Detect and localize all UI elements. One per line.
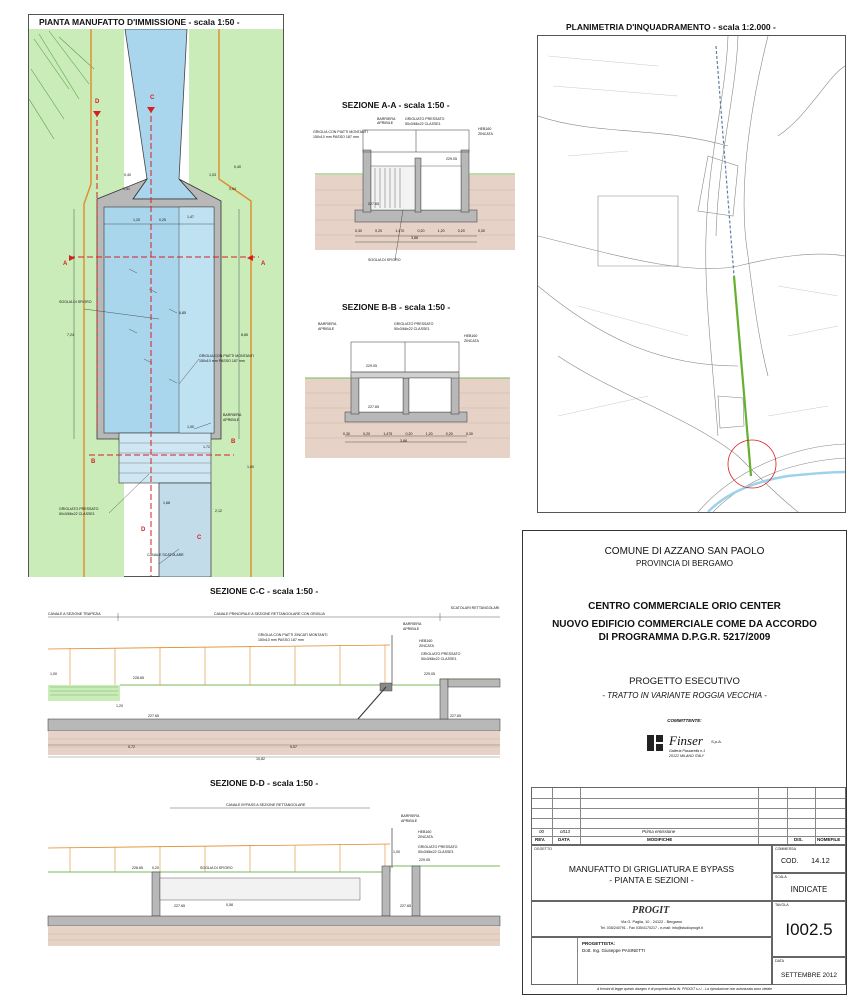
plan-dim: 7,24 — [67, 333, 74, 337]
secA-total: 3,88 — [411, 236, 418, 240]
secA-title: SEZIONE A-A - scala 1:50 - — [342, 100, 450, 110]
plan-dim: 1,68 — [163, 501, 170, 505]
tavola-box — [772, 901, 846, 957]
plan-dim: 0,25 — [159, 218, 166, 222]
site-roads — [538, 36, 845, 512]
client-addr2: 20122 MILANO ITALY — [669, 754, 705, 758]
oggetto-label: OGGETTO — [534, 847, 552, 851]
studio-logo: PROGIT — [632, 905, 670, 916]
secD-label-barriera: BARRIERA — [401, 814, 420, 818]
secC-zone-2: CANALE PRINCIPALE A SEZIONE RETTANGOLARE CON GRIGLIA — [214, 612, 325, 616]
secA-level-bottom: 227.65 — [368, 202, 379, 206]
plan-marker-a-right: A — [261, 261, 266, 267]
tb-comune: COMUNE DI AZZANO SAN PAOLO — [604, 546, 765, 557]
secA-dim: 0,20 — [417, 229, 425, 233]
tb-project1: CENTRO COMMERCIALE ORIO CENTER — [588, 601, 781, 612]
secA-label-grigliato: GRIGLIATO PRESSATO — [405, 117, 445, 121]
secC-zone-3: SCATOLARI RETTANGOLARI — [450, 606, 500, 610]
plan-dim: 8,85 — [241, 333, 248, 337]
secC-dim-b: 9,57 — [290, 745, 297, 749]
grating-area — [119, 433, 211, 483]
plan-dim: 1,41 — [123, 187, 130, 191]
plan-dim: 0,40 — [124, 173, 131, 177]
secA-dim: 0,30 — [355, 229, 362, 233]
plan-label-soglia: SOGLIA DI SFIORO — [59, 300, 92, 304]
secA-dim: 1,20 — [437, 229, 445, 233]
plan-marker-c-bottom: C — [197, 535, 202, 541]
plan-marker-d-bottom: D — [141, 527, 146, 533]
progettista-box — [531, 937, 772, 985]
title-block — [522, 530, 847, 995]
client-logo — [647, 731, 757, 765]
secB-dim: 0,30 — [343, 432, 350, 436]
secB-dim: 1,20 — [425, 432, 433, 436]
studio-addr2: Tel. 035/240791 - Fax 035/4170217 - e-mail: info@studioprogit.it — [600, 926, 703, 930]
plan-label-grigliato-sub: 50x3/66x22 CLASSE1 — [59, 512, 95, 516]
rev-h-data: DATA — [558, 837, 570, 842]
tavola-label: TAVOLA — [775, 903, 789, 907]
secB-dim: 1,475 — [383, 432, 393, 436]
secC-dim-h1: 1,00 — [50, 672, 57, 676]
secC-label-griglia: GRIGLIA CON PIATTI ZINCATI MONTANTI — [258, 633, 328, 637]
plan-dim: 0,54 — [229, 187, 236, 191]
oggetto-line2: - PIANTA E SEZIONI - — [609, 875, 694, 885]
plan-dim: 1,00 — [247, 465, 254, 469]
plan-dim: 2,12 — [215, 509, 222, 513]
rev-desc: Prima emissione — [642, 829, 676, 834]
tb-project2: NUOVO EDIFICIO COMMERCIALE COME DA ACCORDO — [552, 619, 817, 630]
progettista-label: PROGETTISTA: — [582, 941, 616, 946]
secD-level-l1: 228.65 — [132, 866, 143, 870]
plan-marker-b-right: B — [231, 439, 236, 445]
secD-title: SEZIONE D-D - scala 1:50 - — [210, 778, 319, 788]
secA-dim: 0,20 — [375, 229, 383, 233]
secB-level-top: 229.05 — [366, 364, 377, 368]
secC-zone-1: CANALE A SEZIONE TRAPEZIA — [48, 612, 101, 616]
secC-label-griglia-sub: 150x10 mm PASSO 187 mm — [258, 638, 304, 642]
rev-h-dis: DIS. — [794, 837, 803, 842]
plan-dim: 1,00 — [187, 425, 194, 429]
secB-title: SEZIONE B-B - scala 1:50 - — [342, 302, 451, 312]
secA-dim: 0,30 — [477, 229, 485, 233]
secA-dims — [355, 229, 485, 233]
client-logo-icon — [647, 735, 663, 751]
secD-level-l2: 229.05 — [419, 858, 430, 862]
rev-h-modifiche: MODIFICHE — [647, 837, 673, 842]
site-route-dashed — [716, 46, 734, 276]
rev-h-rev: REV. — [535, 837, 546, 842]
rev-date: ott13 — [560, 829, 571, 834]
secB-drawing — [305, 318, 510, 463]
secA-label-griglia: GRIGLIA CON PIATTI MONTANTI — [313, 130, 368, 134]
tb-provincia: PROVINCIA DI BERGAMO — [636, 559, 733, 568]
studio-box — [531, 901, 772, 937]
plan-dim: 1,20 — [133, 218, 140, 222]
secD-label-grigliato-sub: 50x3/66x22 CLASSE1 — [418, 850, 454, 854]
plan-dim: 1,72 — [203, 445, 210, 449]
secC-dim-total: 10,82 — [256, 757, 265, 761]
tb-footer: A termini di legge questo disegno è di proprietà della IN. PROGIT s.r.l. - La riproduzione non autorizzata sono vietate — [596, 987, 773, 991]
secB-dim: 0,20 — [363, 432, 371, 436]
secC-level-l3: 227.65 — [148, 714, 159, 718]
oggetto-box — [531, 845, 772, 901]
plan-marker-c: C — [150, 95, 155, 101]
secB-dim: 0,30 — [465, 432, 473, 436]
plan-label-barriera-sub: APRIBILE — [223, 418, 240, 422]
secA-label-griglia-sub: 150x10 mm PASSO 187 mm — [313, 135, 359, 139]
secC-label-grigliato-sub: 50x3/66x22 CLASSE1 — [421, 657, 457, 661]
client-addr1: Galleria Passarella n.1 — [669, 749, 706, 753]
secD-label-soglia: SOGLIA DI SFIORO — [200, 866, 233, 870]
secB-label-grigliato: GRIGLIATO PRESSATO — [394, 322, 434, 326]
plan-dim: 0,40 — [234, 165, 241, 169]
client-suffix: S.p.A. — [711, 739, 722, 744]
secA-level-top: 229.05 — [446, 157, 457, 161]
plan-label-barriera: BARRIERA — [223, 413, 242, 417]
secA-label-heb: HEB160 — [478, 127, 492, 131]
plan-label-canale: CANALE SCATOLARE — [147, 553, 184, 557]
secD-label-barriera-sub: APRIBILE — [401, 819, 418, 823]
secA-label-grigliato-sub: 50x3/66x22 CLASSE1 — [405, 122, 441, 126]
secD-label-heb-sub: ZINCATA — [418, 835, 433, 839]
secD-dim-c: 1,00 — [393, 850, 400, 854]
secA-label-barriera-sub: APRIBILE — [377, 121, 394, 125]
site-location-circle — [728, 440, 776, 488]
secC-label-grigliato: GRIGLIATO PRESSATO — [421, 652, 461, 656]
secD-label-heb: HEB160 — [418, 830, 432, 834]
secA-dim: 1,470 — [395, 229, 405, 233]
secB-label-barriera: BARRIERA — [318, 322, 337, 326]
plan-dim: 1,47 — [187, 215, 194, 219]
data-value: SETTEMBRE 2012 — [781, 972, 837, 979]
tb-phase: PROGETTO ESECUTIVO — [629, 676, 740, 687]
data-label: DATA — [775, 959, 785, 963]
site-map — [538, 36, 845, 512]
secC-level-l2: 229.05 — [424, 672, 435, 676]
plan-marker-b-left: B — [91, 459, 96, 465]
cod-label: COD. — [781, 858, 799, 865]
secC-dim-a: 0,72 — [128, 745, 135, 749]
site-fields — [548, 56, 838, 416]
secD-drawing — [40, 800, 510, 950]
plan-dim: 6,85 — [179, 311, 186, 315]
bypass-channel — [179, 207, 214, 433]
plan-marker-a-left: A — [63, 261, 68, 267]
oggetto-line1: MANUFATTO DI GRIGLIATURA E BYPASS — [568, 864, 735, 874]
plan-dim: 1,03 — [209, 173, 216, 177]
commessa-box — [772, 845, 846, 873]
secC-title: SEZIONE C-C - scala 1:50 - — [210, 586, 319, 596]
secD-level-l3: 227.65 — [174, 904, 185, 908]
tb-tratto: - TRATTO IN VARIANTE ROGGIA VECCHIA - — [602, 691, 767, 700]
rev-h-nomefile: NOMEFILE — [817, 837, 841, 842]
channel-upstream — [125, 29, 197, 199]
secD-label-grigliato: GRIGLIATO PRESSATO — [418, 845, 458, 849]
site-panel — [537, 35, 846, 513]
cod-value: 14.12 — [811, 856, 830, 865]
secC-level-l1: 228.65 — [133, 676, 144, 680]
secB-label-grigliato-sub: 50x3/66x22 CLASSE1 — [394, 327, 430, 331]
secD-level-l4: 227.65 — [400, 904, 411, 908]
secD-zone: CANALE BYPASS A SEZIONE RETTANGOLARE — [226, 803, 306, 807]
plan-title: PIANTA MANUFATTO D'IMMISSIONE - scala 1:50 - — [39, 17, 240, 27]
secC-level-l4: 227.65 — [450, 714, 461, 718]
plan-marker-d: D — [95, 99, 100, 105]
progettista-name: Dott. Ing. Giuseppe PASINETTI — [582, 948, 645, 953]
tavola-value: I002.5 — [785, 920, 833, 939]
studio-addr1: Via G. Paglia, 10 - 24122 - Bergamo — [620, 920, 683, 924]
channel-downstream — [159, 483, 211, 577]
secB-label-barriera-sub: APRIBILE — [318, 327, 335, 331]
scala-label: SCALA — [775, 875, 787, 879]
plan-label-griglia-sub: 150x10 mm PASSO 187 mm — [199, 359, 245, 363]
client-name: Finser — [669, 733, 703, 748]
data-box — [772, 957, 846, 985]
secA-label-heb-sub: ZINCATA — [478, 132, 493, 136]
secC-label-heb-sub: ZINCATA — [419, 644, 434, 648]
secC-label-heb: HEB160 — [419, 639, 433, 643]
plan-panel — [28, 14, 284, 577]
secC-label-barriera-sub: APRIBILE — [403, 627, 420, 631]
secA-label-barriera: BARRIERA — [377, 117, 396, 121]
secB-label-heb: HEB160 — [464, 334, 478, 338]
tb-project3: DI PROGRAMMA D.P.G.R. 5217/2009 — [598, 632, 771, 643]
plan-label-griglia: GRIGLIA CON PIATTI MONTANTI — [199, 354, 254, 358]
tb-committente-label: COMMITTENTE: — [667, 718, 702, 723]
scala-box — [772, 873, 846, 901]
site-title: PLANIMETRIA D'INQUADRAMENTO - scala 1:2.000 - — [566, 22, 776, 32]
revision-table — [531, 787, 846, 845]
secB-total: 3,88 — [400, 439, 407, 443]
commessa-label: COMMESSA — [775, 847, 796, 851]
scala-value: INDICATE — [790, 885, 828, 894]
site-canal — [708, 472, 845, 512]
secA-label-soglia: SOGLIA DI SFIORO — [368, 258, 401, 262]
secB-label-heb-sub: ZINCATA — [464, 339, 479, 343]
plan-label-grigliato: GRIGLIATO PRESSATO — [59, 507, 99, 511]
secC-drawing — [40, 605, 510, 775]
secB-level-bottom: 227.65 — [368, 405, 379, 409]
secC-dim-h2: 1,20 — [116, 704, 123, 708]
secB-dim: 0,20 — [445, 432, 453, 436]
secB-dim: 0,20 — [405, 432, 413, 436]
secA-dim: 0,20 — [457, 229, 465, 233]
secC-label-barriera: BARRIERA — [403, 622, 422, 626]
secD-dim-a: 0,20 — [152, 866, 159, 870]
secB-dims — [343, 432, 473, 436]
secD-dim-b: 0,58 — [226, 903, 233, 907]
rev-no: 00 — [539, 829, 545, 834]
